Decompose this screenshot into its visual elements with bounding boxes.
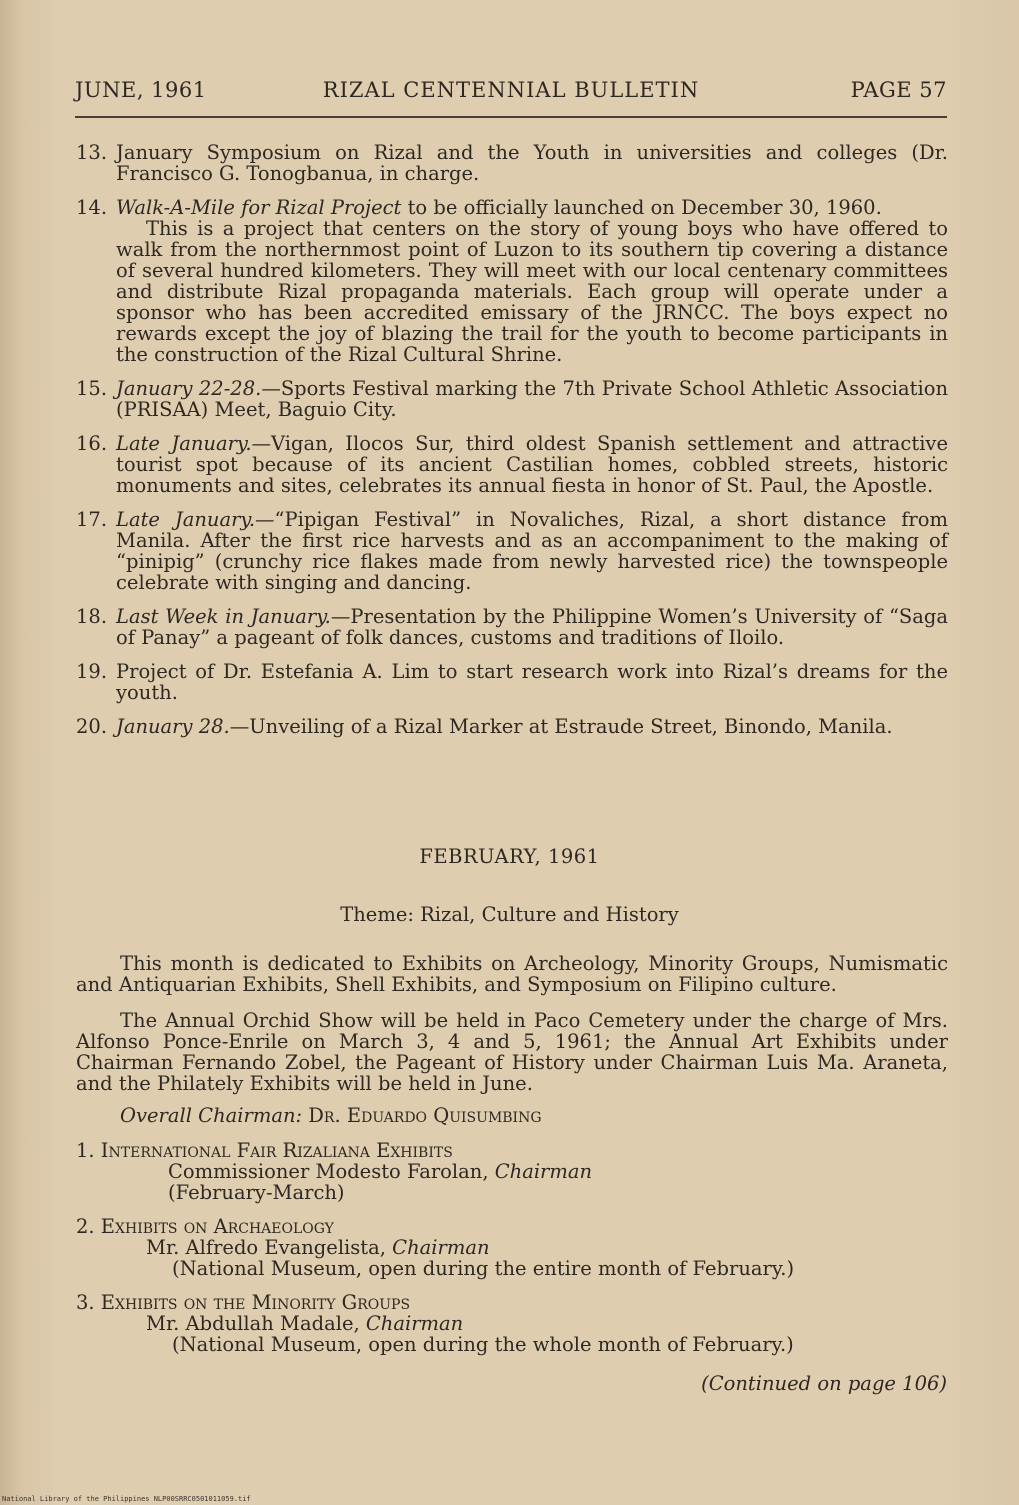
project-description: This is a project that centers on the story of young boys who have offered to walk from the northernmost point of Luzon to its southern tip covering a distance of several hundred kilometers. They will meet with our local centenary committees and distribute Rizal propaganda materials. Each group will operate under a sponsor who has been accredited emissary of the JRNCC. The boys expect no rewards except the joy of blazing the trail for the youth to become participants in the construction of the Rizal Cultural Shrine. — [116, 217, 948, 366]
header-date: JUNE, 1961 — [75, 78, 207, 102]
exhibit-heading: 1. International Fair Rizaliana Exhibits — [76, 1139, 453, 1162]
publication-title: RIZAL CENTENNIAL BULLETIN — [322, 78, 700, 102]
continued-note: (Continued on page 106) — [701, 1372, 947, 1395]
running-header — [75, 78, 947, 108]
exhibit-list — [76, 1140, 948, 1368]
list-item-15: 15. January 22-28.—Sports Festival marking the 7th Private School Athletic Association (PRISAA) Meet, Baguio City. — [76, 377, 949, 421]
header-rule — [75, 116, 947, 118]
overall-chairman-label: Overall Chairman: — [120, 1104, 303, 1127]
exhibit-entry: 1. International Fair Rizaliana Exhibits Commissioner Modesto Farolan, Chairman (February-March) — [76, 1140, 948, 1203]
exhibit-heading: 2. Exhibits on Archaeology — [76, 1215, 334, 1238]
overall-chairman-name: Dr. Eduardo Quisumbing — [308, 1104, 542, 1127]
exhibit-entry: 3. Exhibits on the Minority Groups Mr. Abdullah Madale, Chairman (National Museum, open during the whole month of February.) — [76, 1292, 948, 1355]
list-item-14: 14. Walk-A-Mile for Rizal Project to be officially launched on December 30, 1960. This is a project that centers on the story of young boys who have offered to walk from the northernmost point of Luzon to its southern tip covering a distance of several hundred kilometers. They will meet with our local centenary committees and distribute Rizal propaganda materials. Each group will operate under a sponsor who has been accredited emissary of the JRNCC. The boys expect no rewards except the joy of blazing the trail for the youth to become participants in the construction of the Rizal Cultural Shrine. — [76, 196, 948, 366]
section-heading-february: FEBRUARY, 1961 — [419, 845, 600, 868]
section-theme: Theme: Rizal, Culture and History — [340, 903, 679, 926]
list-item-19: 19. Project of Dr. Estefania A. Lim to start research work into Rizal’s dreams for the youth. — [76, 660, 948, 704]
list-item-13: 13. January Symposium on Rizal and the Youth in universities and colleges (Dr. Francisco G. Tonogbanua, in charge. — [76, 141, 948, 185]
list-item-17: 17. Late January.—“Pipigan Festival” in Novaliches, Rizal, a short distance from Manila. After the first rice harvests and as an accompaniment to the making of “pinipig” (crunchy rice flakes made from newly harvested rice) the townspeople celebrate with singing and dancing. — [76, 508, 948, 594]
exhibit-entry: 2. Exhibits on Archaeology Mr. Alfredo Evangelista, Chairman (National Museum, open during the entire month of February.) — [76, 1216, 948, 1279]
exhibit-heading: 3. Exhibits on the Minority Groups — [76, 1291, 411, 1314]
page-number: PAGE 57 — [850, 78, 947, 102]
list-item-18: 18. Last Week in January.—Presentation by the Philippine Women’s University of “Saga of Panay” a pageant of folk dances, customs and traditions of Iloilo. — [76, 605, 948, 649]
january-list — [76, 142, 948, 750]
list-item-20: 20. January 28.—Unveiling of a Rizal Marker at Estraude Street, Binondo, Manila. — [76, 715, 893, 738]
project-title: Walk-A-Mile for Rizal Project — [116, 196, 402, 219]
february-events-paragraph: The Annual Orchid Show will be held in Paco Cemetery under the charge of Mrs. Alfonso Ponce-Enrile on March 3, 4 and 5, 1961; the Annual Art Exhibits under Chairman Fernando Zobel, the Pageant of History under Chairman Luis Ma. Araneta, and the Philately Exhibits will be held in June. — [76, 1009, 948, 1095]
overall-chairman — [120, 1104, 542, 1127]
list-item-16: 16. Late January.—Vigan, Ilocos Sur, third oldest Spanish settlement and attractive tourist spot because of its ancient Castilian homes, cobbled streets, historic monuments and sites, celebrates its annual fiesta in honor of St. Paul, the Apostle. — [76, 432, 948, 497]
scan-footer: National Library of the Philippines NLP00SRRC0501011059.tif — [2, 1495, 251, 1503]
february-intro-paragraph: This month is dedicated to Exhibits on Archeology, Minority Groups, Numismatic and Antiquarian Exhibits, Shell Exhibits, and Symposium on Filipino culture. — [76, 952, 948, 996]
